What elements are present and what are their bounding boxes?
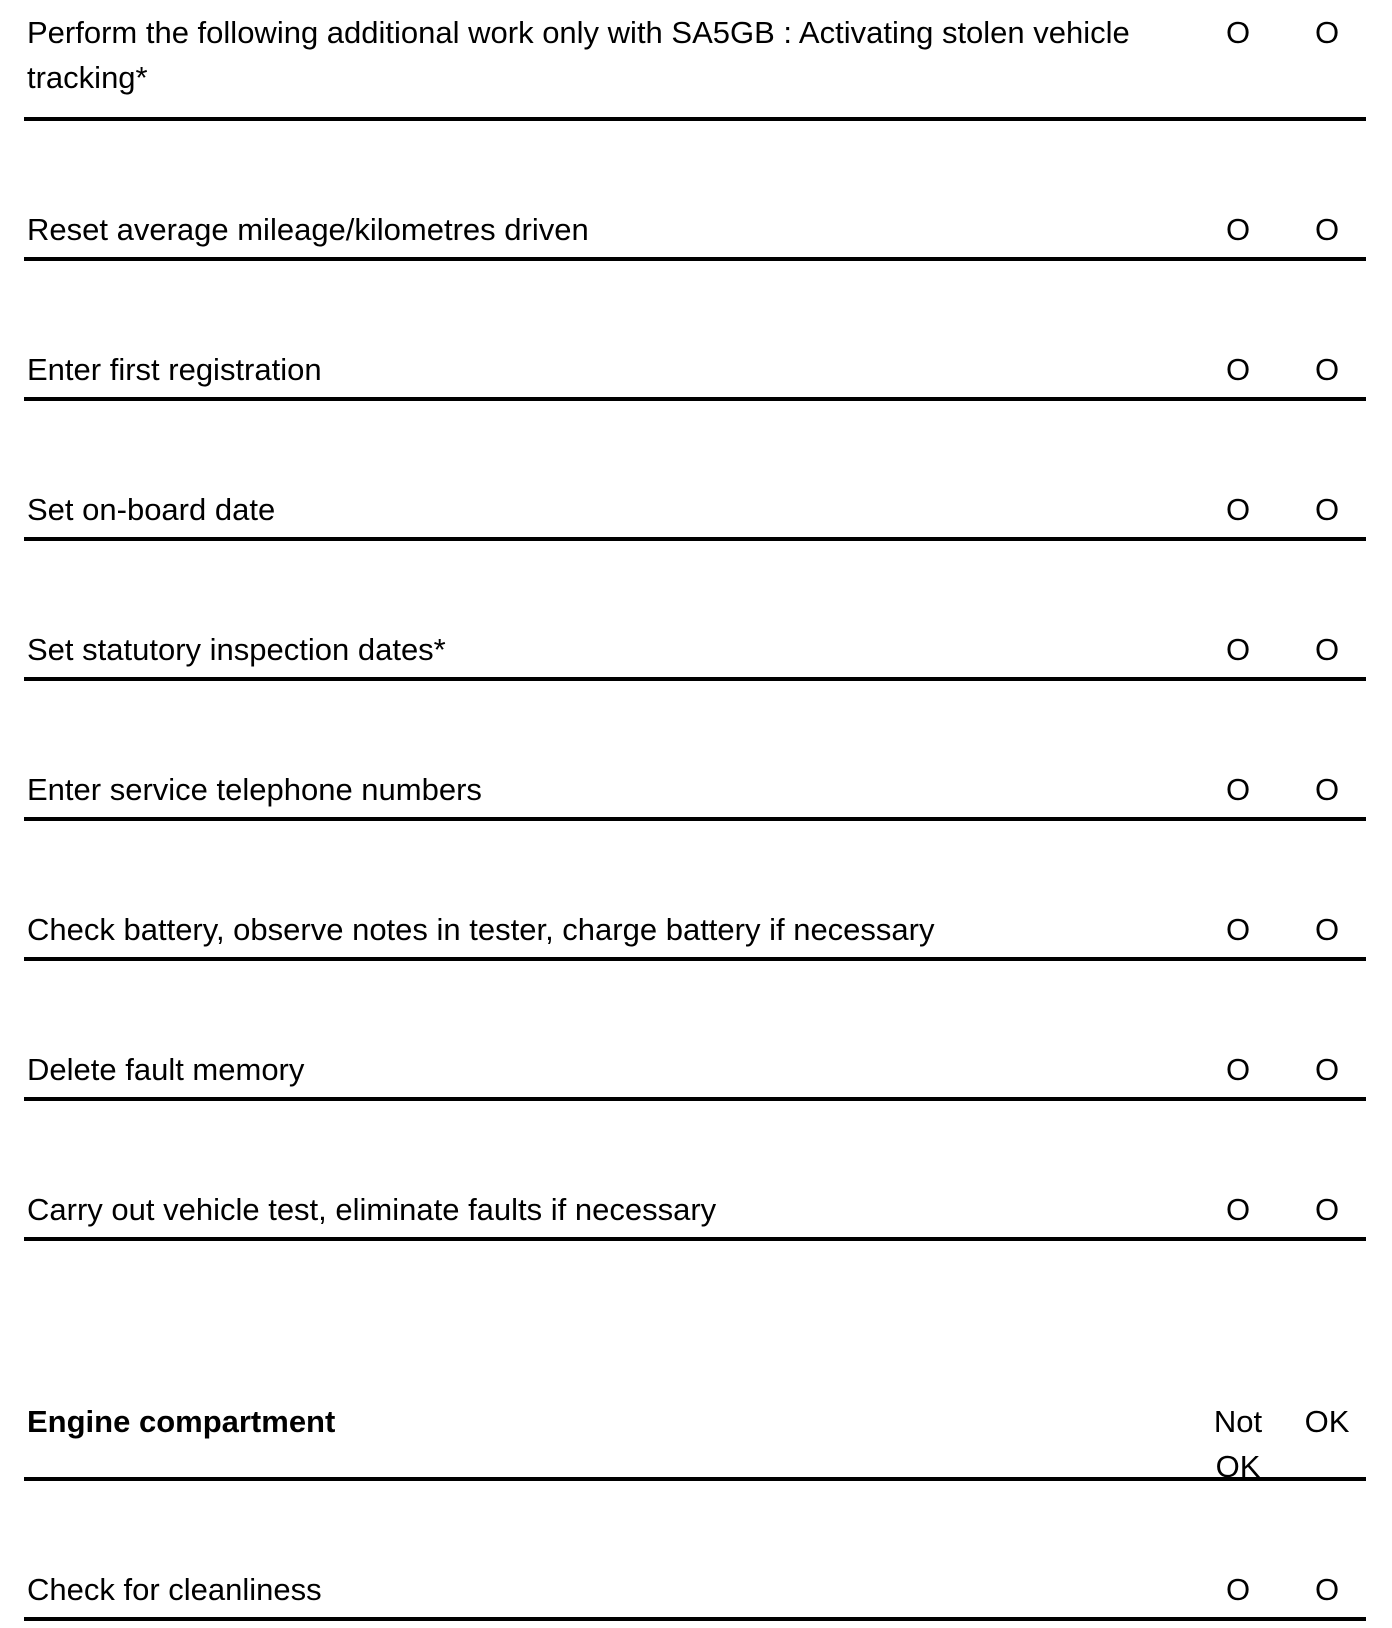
not-ok-header-line1: Not — [1213, 1404, 1263, 1439]
checklist-row — [24, 821, 1366, 961]
not-ok-marker[interactable]: O — [1225, 632, 1251, 667]
row-label: Enter first registration — [27, 352, 322, 387]
row-label: Check for cleanliness — [27, 1572, 322, 1607]
row-label: Set statutory inspection dates* — [27, 632, 446, 667]
row-label: Enter service telephone numbers — [27, 772, 482, 807]
row-label: Carry out vehicle test, eliminate faults if necessary — [27, 1192, 717, 1227]
ok-marker[interactable]: O — [1314, 1572, 1340, 1607]
not-ok-column-header — [1208, 1399, 1268, 1489]
not-ok-marker[interactable]: O — [1225, 1052, 1251, 1087]
ok-marker[interactable]: O — [1314, 352, 1340, 387]
row-label: Check battery, observe notes in tester, charge battery if necessary — [27, 912, 935, 947]
not-ok-header-line2: OK — [1215, 1449, 1261, 1484]
ok-marker[interactable]: O — [1314, 212, 1340, 247]
not-ok-marker[interactable]: O — [1225, 492, 1251, 527]
not-ok-marker[interactable]: O — [1225, 772, 1251, 807]
checklist-row — [24, 1101, 1366, 1241]
checklist-row — [24, 1481, 1366, 1621]
checklist-row — [24, 261, 1366, 401]
row-label: Perform the following additional work only with SA5GB : Activating stolen vehicle tracking* — [27, 15, 1130, 95]
not-ok-marker[interactable]: O — [1225, 212, 1251, 247]
ok-marker[interactable]: O — [1314, 492, 1340, 527]
checklist-row — [24, 0, 1366, 121]
checklist-row — [24, 681, 1366, 821]
ok-marker[interactable]: O — [1314, 15, 1340, 50]
not-ok-marker[interactable]: O — [1225, 1192, 1251, 1227]
ok-marker[interactable]: O — [1314, 1192, 1340, 1227]
checklist-row — [24, 961, 1366, 1101]
ok-marker[interactable]: O — [1314, 772, 1340, 807]
section-title: Engine compartment — [27, 1404, 336, 1439]
not-ok-marker[interactable]: O — [1225, 352, 1251, 387]
row-label: Set on-board date — [27, 492, 276, 527]
not-ok-marker[interactable]: O — [1225, 15, 1251, 50]
row-label: Reset average mileage/kilometres driven — [27, 212, 589, 247]
checklist-row — [24, 401, 1366, 541]
ok-marker[interactable]: O — [1314, 912, 1340, 947]
not-ok-marker[interactable]: O — [1225, 912, 1251, 947]
ok-marker[interactable]: O — [1314, 1052, 1340, 1087]
ok-marker[interactable]: O — [1314, 632, 1340, 667]
checklist-row — [24, 541, 1366, 681]
row-label: Delete fault memory — [27, 1052, 305, 1087]
checklist-row — [24, 121, 1366, 261]
not-ok-marker[interactable]: O — [1225, 1572, 1251, 1607]
ok-column-header: OK — [1304, 1404, 1350, 1439]
section-header — [24, 1241, 1366, 1484]
